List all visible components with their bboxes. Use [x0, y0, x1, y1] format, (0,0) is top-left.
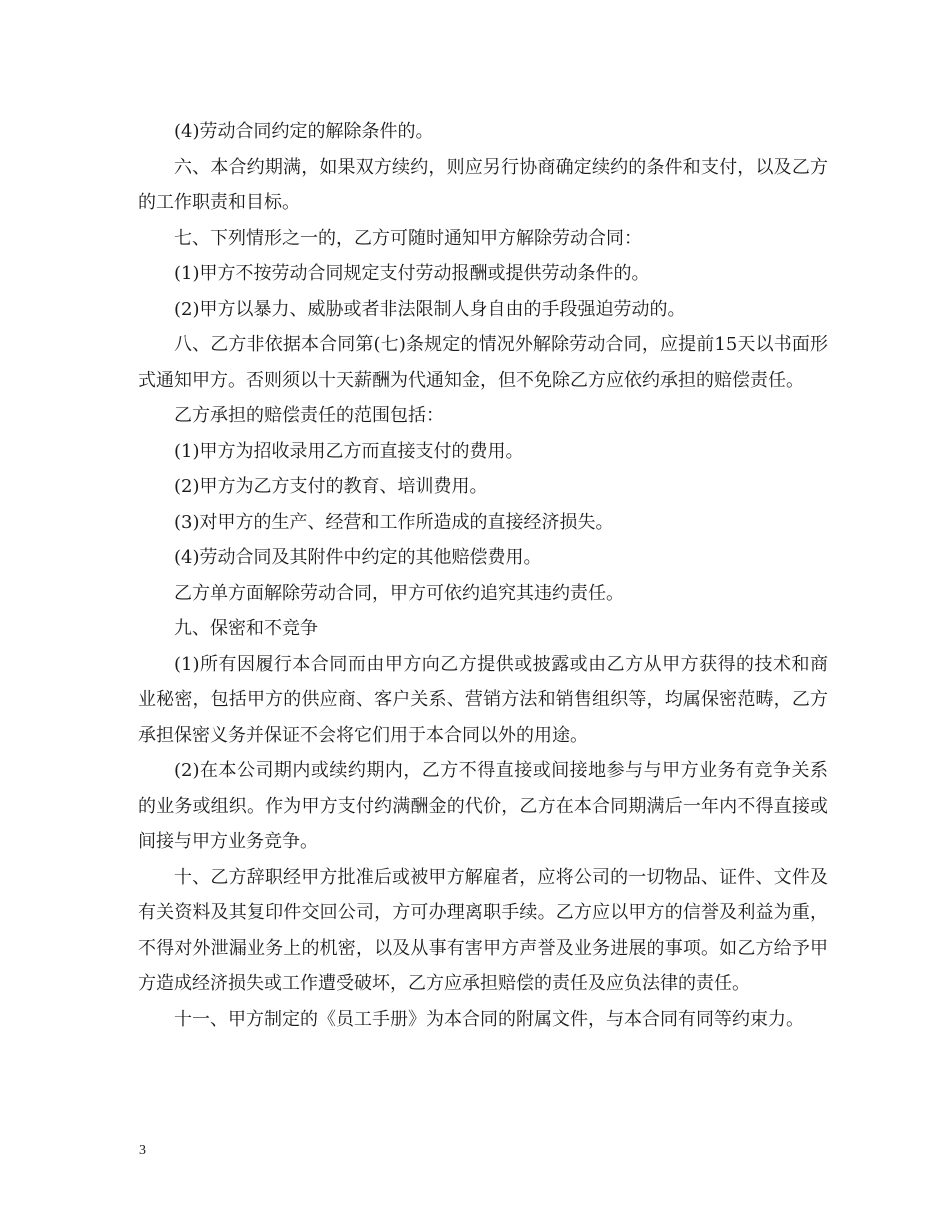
page-number: 3	[139, 1143, 146, 1158]
paragraph: (4)劳动合同及其附件中约定的其他赔偿费用。	[174, 547, 542, 568]
paragraph: (4)劳动合同约定的解除条件的。	[174, 121, 434, 142]
paragraph: (2)甲方为乙方支付的教育、培训费用。	[174, 476, 488, 497]
paragraph: 八、乙方非依据本合同第(七)条规定的情况外解除劳动合同，应提前15天以书面形式通知甲方。否则须以十天薪酬为代通知金，但不免除乙方应依约承担的赔偿责任。	[138, 334, 828, 391]
section-heading: 九、保密和不竞争	[174, 618, 318, 639]
paragraph: (1)甲方不按劳动合同规定支付劳动报酬或提供劳动条件的。	[174, 263, 650, 284]
paragraph: (1)所有因履行本合同而由甲方向乙方提供或披露或由乙方从甲方获得的技术和商业秘密，包括甲方的供应商、客户关系、营销方法和销售组织等，均属保密范畴，乙方承担保密义务并保证不会将它们用于本合同以外的用途。	[138, 653, 828, 746]
paragraph: 十一、甲方制定的《员工手册》为本合同的附属文件，与本合同有同等约束力。	[174, 1008, 804, 1030]
paragraph: (2)在本公司期内或续约期内，乙方不得直接或间接地参与与甲方业务有竞争关系的业务或组织。作为甲方支付约满酬金的代价，乙方在本合同期满后一年内不得直接或间接与甲方业务竞争。	[138, 760, 828, 852]
paragraph: (1)甲方为招收录用乙方而直接支付的费用。	[174, 440, 524, 462]
paragraph: 乙方单方面解除劳动合同，甲方可依约追究其违约责任。	[174, 582, 624, 604]
paragraph: (2)甲方以暴力、威胁或者非法限制人身自由的手段强迫劳动的。	[174, 298, 686, 320]
document-body	[138, 114, 828, 1037]
paragraph: 十、乙方辞职经甲方批准后或被甲方解雇者，应将公司的一切物品、证件、文件及有关资料及其复印件交回公司，方可办理离职手续。乙方应以甲方的信誉及利益为重，不得对外泄漏业务上的机密，以及从事有害甲方声誉及业务进展的事项。如乙方给予甲方造成经济损失或工作遭受破坏，乙方应承担赔偿的责任及应负法律的责任。	[138, 866, 828, 994]
paragraph: 七、下列情形之一的，乙方可随时通知甲方解除劳动合同：	[174, 227, 642, 249]
paragraph: 六、本合约期满，如果双方续约，则应另行协商确定续约的条件和支付，以及乙方的工作职责和目标。	[138, 156, 828, 213]
paragraph: 乙方承担的赔偿责任的范围包括：	[174, 405, 444, 426]
paragraph: (3)对甲方的生产、经营和工作所造成的直接经济损失。	[174, 511, 614, 533]
